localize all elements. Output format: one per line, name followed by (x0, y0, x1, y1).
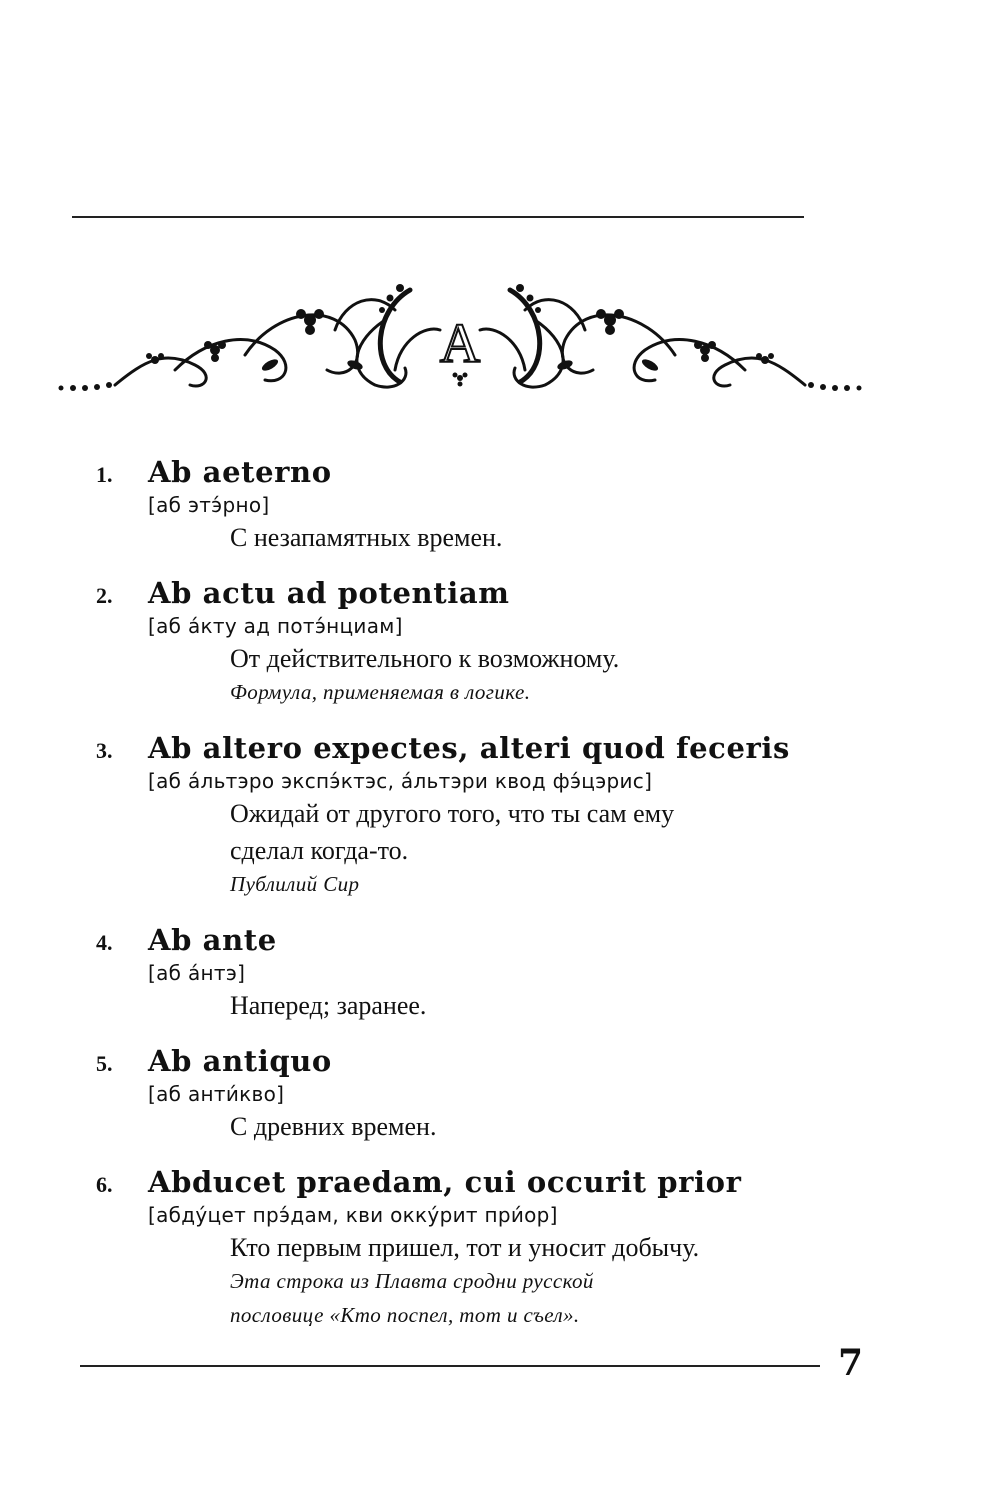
entry-pronunciation: [аб а́нтэ] (148, 961, 246, 985)
entry-4 (96, 923, 876, 1022)
entry-note: Эта строка из Плавта сродни русской (230, 1269, 594, 1293)
entry-translation: Ожидай от другого того, что ты сам ему (230, 799, 675, 828)
entry-latin: Ab actu ad potentiam (148, 576, 510, 610)
entry-latin: Abducet praedam, cui occurit prior (148, 1165, 742, 1199)
entry-latin: Ab aeterno (148, 455, 332, 489)
entry-number: 5. (96, 1051, 113, 1076)
entry-translation: С незапамятных времен. (230, 523, 503, 552)
entry-6 (96, 1165, 876, 1332)
entry-translation: От действительного к возможному. (230, 644, 620, 673)
entry-pronunciation: [аб а́кту ад потэ́нциам] (148, 614, 403, 638)
entry-latin: Ab ante (148, 923, 277, 957)
entry-latin: Ab antiquo (148, 1044, 332, 1078)
entry-3 (96, 731, 876, 901)
entries-list (96, 455, 876, 1354)
page-number: 7 (838, 1342, 864, 1384)
entry-1 (96, 455, 876, 554)
entry-translation: С древних времен. (230, 1112, 437, 1141)
section-letter: A (439, 313, 481, 375)
entry-number: 2. (96, 583, 113, 608)
entry-note: Публилий Сир (230, 872, 360, 896)
top-rule (72, 216, 804, 218)
bottom-rule (80, 1365, 820, 1367)
entry-2 (96, 576, 876, 709)
entry-number: 1. (96, 462, 113, 487)
entry-translation: Кто первым пришел, тот и уносит добычу. (230, 1233, 700, 1262)
entry-translation: Наперед; заранее. (230, 991, 427, 1020)
entry-latin: Ab altero expectes, alteri quod feceris (148, 731, 790, 765)
entry-number: 3. (96, 738, 113, 763)
entry-pronunciation: [абду́цет прэ́дам, кви оккýрит при́ор] (148, 1203, 558, 1227)
entry-note: Формула, применяемая в логике. (230, 680, 531, 704)
entry-number: 4. (96, 930, 113, 955)
entry-5 (96, 1044, 876, 1143)
entry-note: пословице «Кто поспел, тот и съел». (230, 1303, 580, 1327)
entry-pronunciation: [аб анти́кво] (148, 1082, 285, 1106)
entry-number: 6. (96, 1172, 113, 1197)
entry-pronunciation: [аб а́льтэро экспэ́ктэс, а́льтэри квод фэ́цэрис] (148, 769, 653, 793)
entry-translation: сделал когда-то. (230, 836, 409, 865)
entry-pronunciation: [аб этэ́рно] (148, 493, 270, 517)
decorative-header-ornament (55, 270, 865, 405)
